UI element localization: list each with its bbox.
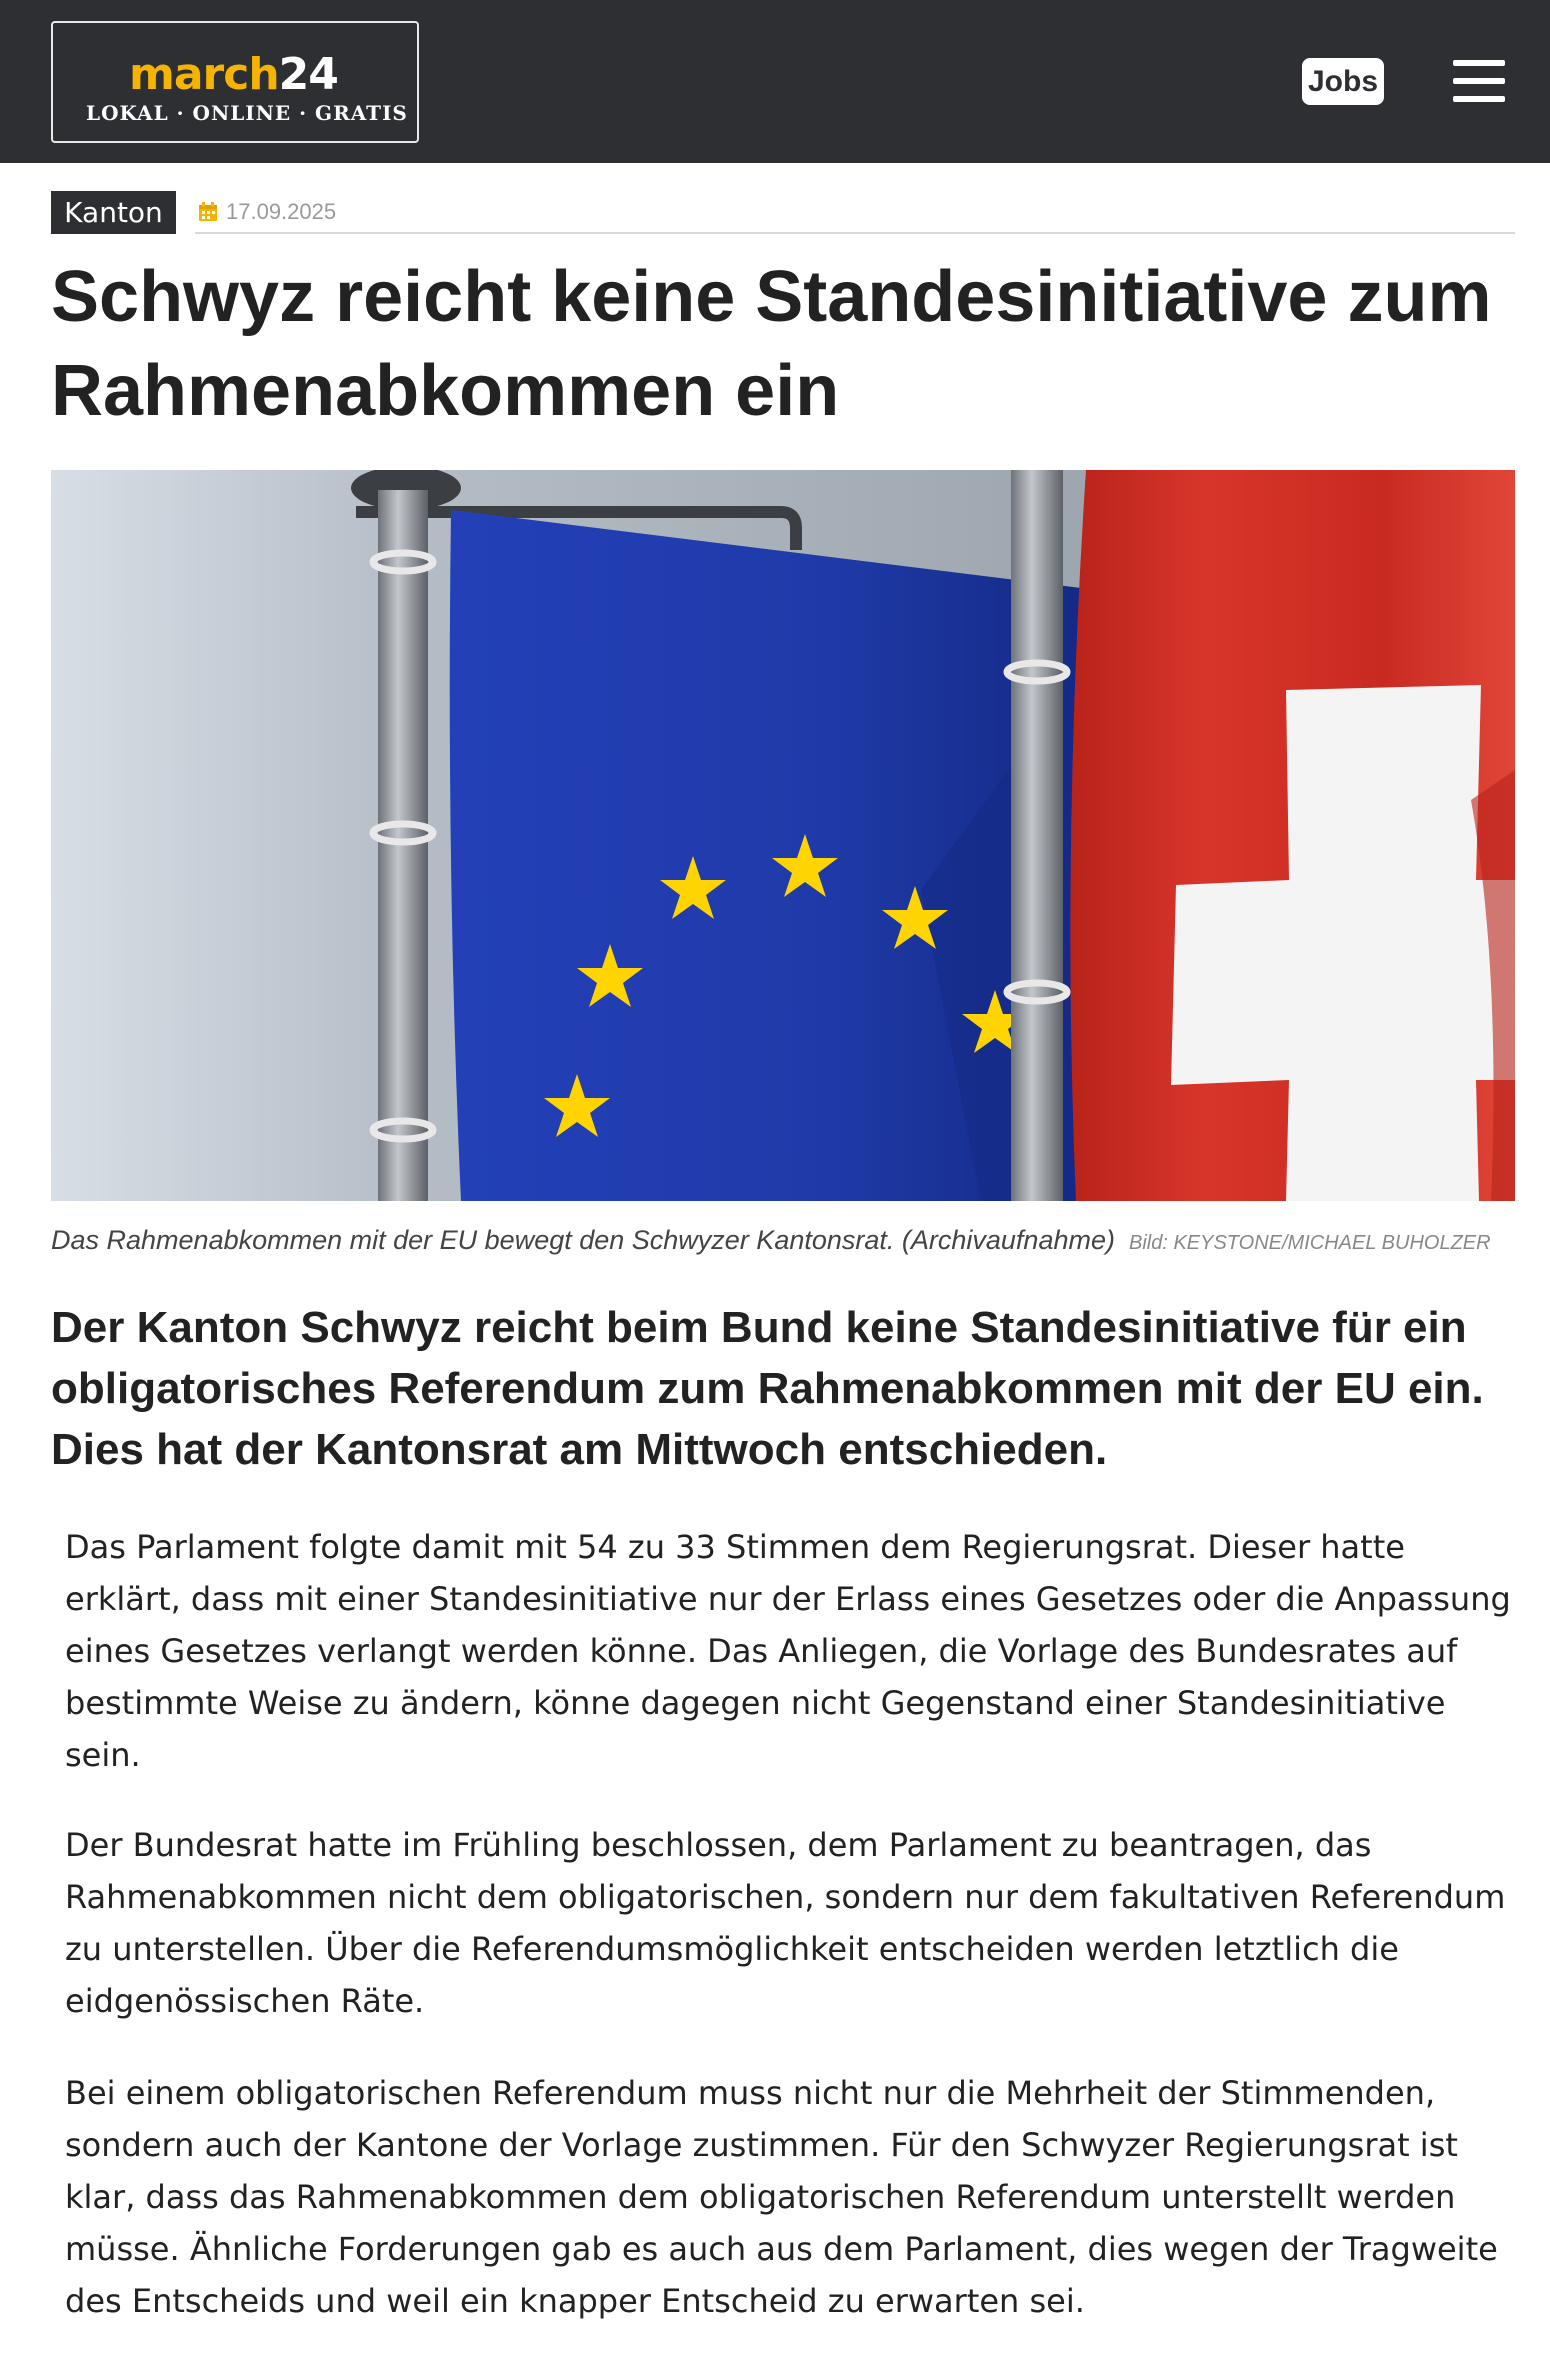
- site-header: [0, 0, 1550, 163]
- image-caption: [51, 1225, 1515, 1256]
- article-paragraph: [65, 1819, 1515, 2027]
- calendar-icon: [198, 202, 218, 222]
- article-title: Schwyz reicht keine Standesinitiative zum Rahmenabkommen ein: [51, 257, 1492, 431]
- paragraph-text: Das Parlament folgte damit mit 54 zu 33 Stimmen dem Regierungsrat. Dieser hatte erklärt, dass mit einer Standesinitiative nur der Erlass eines Gesetzes oder die Anpassung eines Gesetzes verlangt werden könne. Das Anliegen, die Vorlage des Bundesrates auf bestimmte Weise zu ändern, könne dagegen nicht Gegenstand einer Standesinitiative sein.: [65, 1528, 1511, 1774]
- article-image[interactable]: [51, 470, 1515, 1201]
- paragraph-text: Bei einem obligatorischen Referendum muss nicht nur die Mehrheit der Stimmenden, sondern auch der Kantone der Vorlage zustimmen. Für den Schwyzer Regierungsrat ist klar, dass das Rahmenabkommen dem obligatorischen Referendum unterstellt werden müsse. Ähnliche Forderungen gab es auch aus dem Parlament, dies wegen der Tragweite des Entscheids und weil ein knapper Entscheid zu erwarten sei.: [65, 2074, 1498, 2320]
- caption-text: Das Rahmenabkommen mit der EU bewegt den Schwyzer Kantonsrat. (Archivaufnahme): [51, 1225, 1115, 1255]
- menu-bar: [1453, 78, 1505, 84]
- article-date: [198, 197, 336, 227]
- pole-right: [1011, 470, 1063, 1201]
- article-paragraph: [65, 2067, 1515, 2327]
- hamburger-menu-icon[interactable]: [1453, 58, 1505, 104]
- image-credit: Bild: KEYSTONE/MICHAEL BUHOLZER: [1128, 1232, 1491, 1254]
- paragraph-text: Der Bundesrat hatte im Frühling beschlossen, dem Parlament zu beantragen, das Rahmenabkommen nicht dem obligatorischen, sondern nur dem fakultativen Referendum zu unterstellen. Über die Referendumsmöglichkeit entscheiden werden letztlich die eidgenössischen Räte.: [65, 1826, 1506, 2020]
- logo-wordmark: [129, 49, 338, 100]
- menu-bar: [1453, 60, 1505, 66]
- logo-tagline: LOKAL · ONLINE · GRATIS: [80, 101, 414, 125]
- article-paragraph: [65, 1521, 1515, 1781]
- category-badge[interactable]: Kanton: [51, 191, 176, 234]
- logo-number: 24: [278, 49, 338, 100]
- flags-illustration: [51, 470, 1515, 1201]
- logo-text: march: [129, 49, 279, 100]
- article-lead: Der Kanton Schwyz reicht beim Bund keine Standesinitiative für ein obligatorisches Referendum zum Rahmenabkommen mit der EU ein. Dies hat der Kantonsrat am Mittwoch entschieden.: [51, 1303, 1484, 1474]
- menu-bar: [1453, 96, 1505, 102]
- meta-divider: [195, 232, 1515, 234]
- jobs-button[interactable]: Jobs: [1302, 58, 1384, 105]
- date-text: 17.09.2025: [226, 199, 337, 224]
